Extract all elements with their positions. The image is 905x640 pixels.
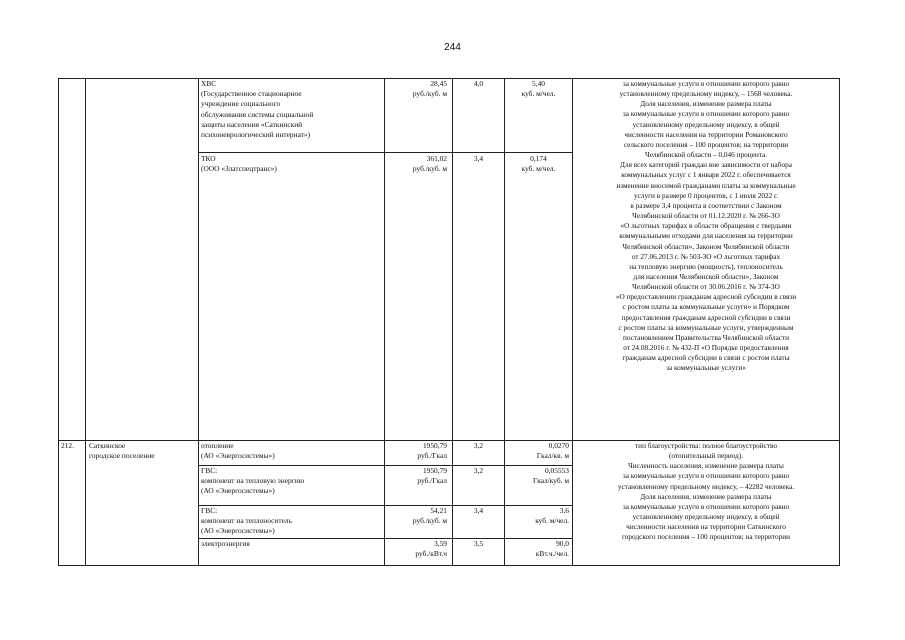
row-divider [198,152,573,153]
service-name-cell: отопление (АО «Энергосистемы») [201,441,275,461]
service-name-cell: электроэнергия [201,539,250,548]
percent-cell: 4,0 [473,79,484,88]
service-name-cell: ГВС: компонент на теплоноситель (АО «Энергосистемы») [201,506,292,536]
tariff-cell: 1950,79 руб./Гкал [417,466,447,486]
norm-cell: 0,0270 Гкал/кв. м [536,441,569,461]
tariff-cell: 3,59 руб./кВт.ч [415,539,447,559]
settlement-cell: Саткинское городское поселение [89,441,155,461]
norm-cell: 0,174 куб. м/чел. [521,154,556,174]
norm-cell: 3,6 куб. м/чел. [535,506,569,526]
norm-cell: 5,40 куб. м/чел. [521,79,556,99]
percent-cell: 3,4 [473,154,484,163]
percent-cell: 3,5 [473,539,484,548]
service-name-cell: ХВС (Государственное стационарное учреждение социального обслуживания системы социальной защиты населения «Саткинский психоневрологический интернат») [201,79,314,140]
norm-cell: 90,0 кВт.ч./чел. [535,539,569,559]
tariff-table [58,78,840,566]
page-number: 244 [444,42,461,53]
service-name-cell: ГВС: компонент на тепловую энергию (АО «Энергосистемы») [201,466,305,496]
tariff-cell: 28,45 руб./куб. м [412,79,447,99]
tariff-cell: 54,21 руб./куб. м [412,506,447,526]
percent-cell: 3,2 [473,466,484,475]
percent-cell: 3,4 [473,506,484,515]
percent-cell: 3,2 [473,441,484,450]
table-border-bottom [58,565,840,566]
norm-cell: 0,05553 Гкал/куб. м [532,466,569,486]
table-border-left [58,78,59,566]
tariff-cell: 1950,79 руб./Гкал [417,441,447,461]
table-border-right [839,78,840,566]
row-number-cell: 212. [61,441,74,450]
service-name-cell: ТКО (ООО «Златспецтранс») [201,154,277,174]
description-cell: тип благоустройства: полное благоустройство (отопительный период). Численность населения, изменение размера платы за коммунальные услуги в отношении которого равно установленному предельному индексу, – 42282 человека. Доля населения, изменение размера платы за коммунальные услуги в отношении которого равно установленному предельному индексу, в общей численности населения на территории Саткинского городского поселения – 100 процентов; на территории [617,442,795,542]
tariff-cell: 361,02 руб./куб. м [412,154,447,174]
description-cell: за коммунальные услуги в отношении которого равно установленному предельному индексу, – 1568 человека. Доля населения, изменение размера платы за коммунальные услуги в отношении которого равно установленному предельному индексу, в общей численности населения на территории Романовского сельского поселения – 100 процентов; на территории Челябинской области – 0,046 процента. Для всех категорий граждан вне зависимости от набора коммунальных услуг с 1 января 2022 г. обеспечивается изменение вносимой гражданами платы за коммунальные услуги в размере 0 процентов, с 1 июля 2022 г. в размере 3,4 процента в соответствии с Законом Челябинской области от 01.12.2020 г. № 266-ЗО «О льготных тарифах в области обращения с твердыми коммунальными отходами для населения на территории Челябинской области», Законом Челябинской области от 27.06.2013 г. № 503-ЗО «О льготных тарифах на тепловую энергию (мощность), теплоноситель для населения Челябинской области», Законом Челябинской области от 30.06.2016 г. № 374-ЗО «О предоставлении гражданам адресной субсидии в связи с ростом платы за коммунальные услуги» и Порядком предоставления гражданам адресной субсидии в связи с ростом платы за коммунальные услуги, утвержденным постановлением Правительства Челябинской области от 24.08.2016 г. № 432-П «О Порядке предоставления гражданам адресной субсидии в связи с ростом платы за коммунальные услуги» [615,80,797,373]
column-divider [85,78,86,566]
